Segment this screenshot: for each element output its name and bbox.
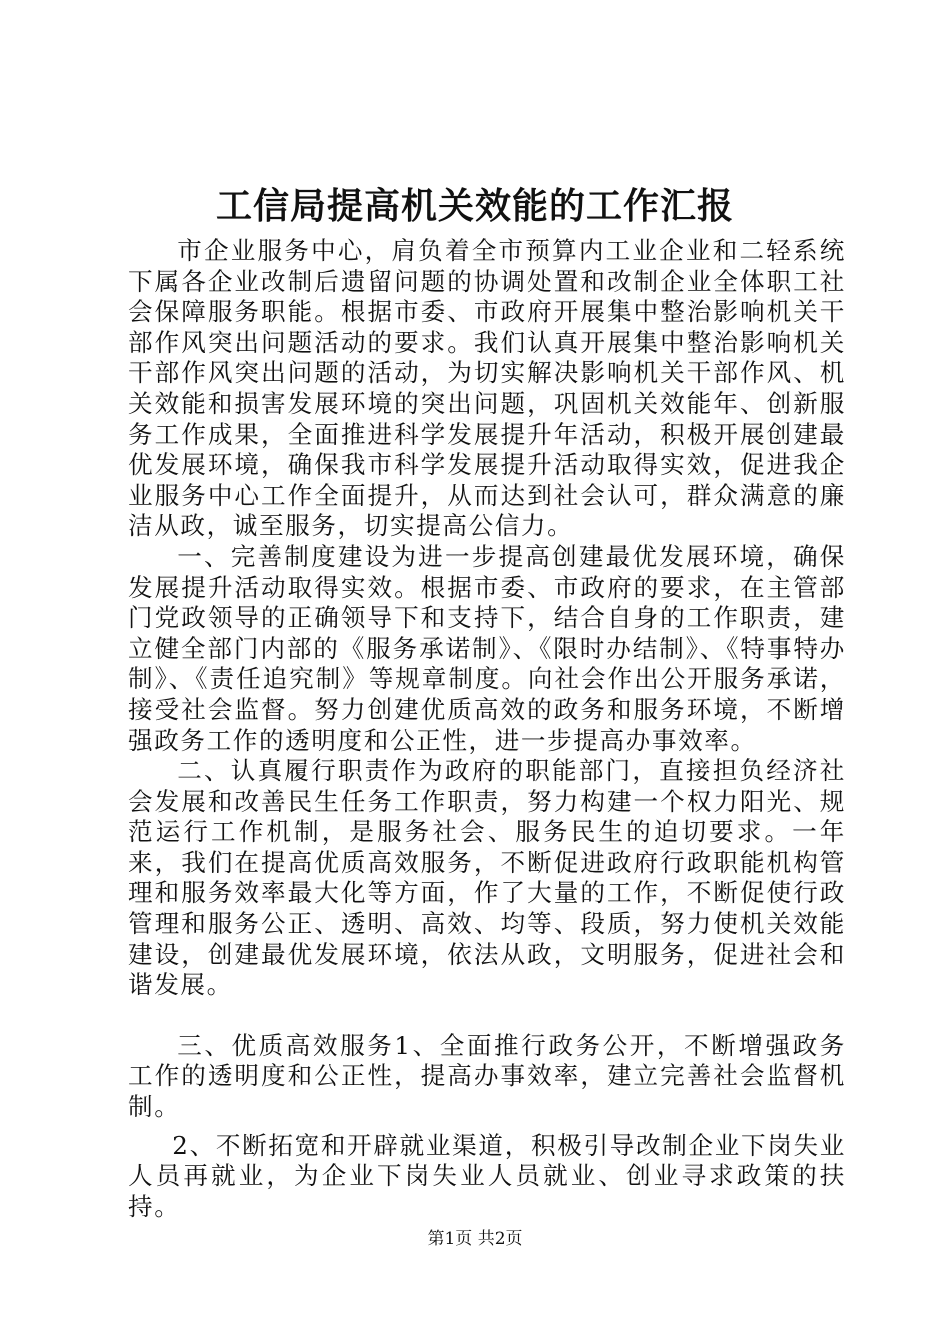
paragraph-section-1: 一、完善制度建设为进一步提高创建最优发展环境，确保发展提升活动取得实效。根据市委、市政府的要求，在主管部门党政领导的正确领导下和支持下，结合自身的工作职责，建立健全部门内部的《服务承诺制》、《限时办结制》、《特事特办制》、《责任追究制》等规章制度。向社会作出公开服务承诺，接受社会监督。努力创建优质高效的政务和服务环境，不断增强政务工作的透明度和公正性，进一步提高办事效率。 [128, 541, 846, 755]
document-body [128, 236, 846, 1222]
paragraph-intro: 市企业服务中心，肩负着全市预算内工业企业和二轻系统下属各企业改制后遗留问题的协调处置和改制企业全体职工社会保障服务职能。根据市委、市政府开展集中整治影响机关干部作风突出问题活动的要求。我们认真开展集中整治影响机关干部作风突出问题的活动，为切实解决影响机关干部作风、机关效能和损害发展环境的突出问题，巩固机关效能年、创新服务工作成果，全面推进科学发展提升年活动，积极开展创建最优发展环境，确保我市科学发展提升活动取得实效，促进我企业服务中心工作全面提升，从而达到社会认可，群众满意的廉洁从政，诚至服务，切实提高公信力。 [128, 236, 846, 541]
paragraph-section-3: 三、优质高效服务1、全面推行政务公开，不断增强政务工作的透明度和公正性，提高办事效率，建立完善社会监督机制。 [128, 1030, 846, 1122]
page-number: 第1页 共2页 [427, 1229, 523, 1249]
document-title: 工信局提高机关效能的工作汇报 [215, 185, 734, 227]
paragraph-section-3-item-2: 2、不断拓宽和开辟就业渠道，积极引导改制企业下岗失业人员再就业，为企业下岗失业人员就业、创业寻求政策的扶持。 [128, 1130, 846, 1221]
paragraph-section-2: 二、认真履行职责作为政府的职能部门，直接担负经济社会发展和改善民生任务工作职责，努力构建一个权力阳光、规范运行工作机制，是服务社会、服务民生的迫切要求。一年来，我们在提高优质高效服务，不断促进政府行政职能机构管理和服务效率最大化等方面，作了大量的工作，不断促使行政管理和服务公正、透明、高效、均等、段质，努力使机关效能建设，创建最优发展环境，依法从政，文明服务，促进社会和谐发展。 [128, 756, 846, 1000]
